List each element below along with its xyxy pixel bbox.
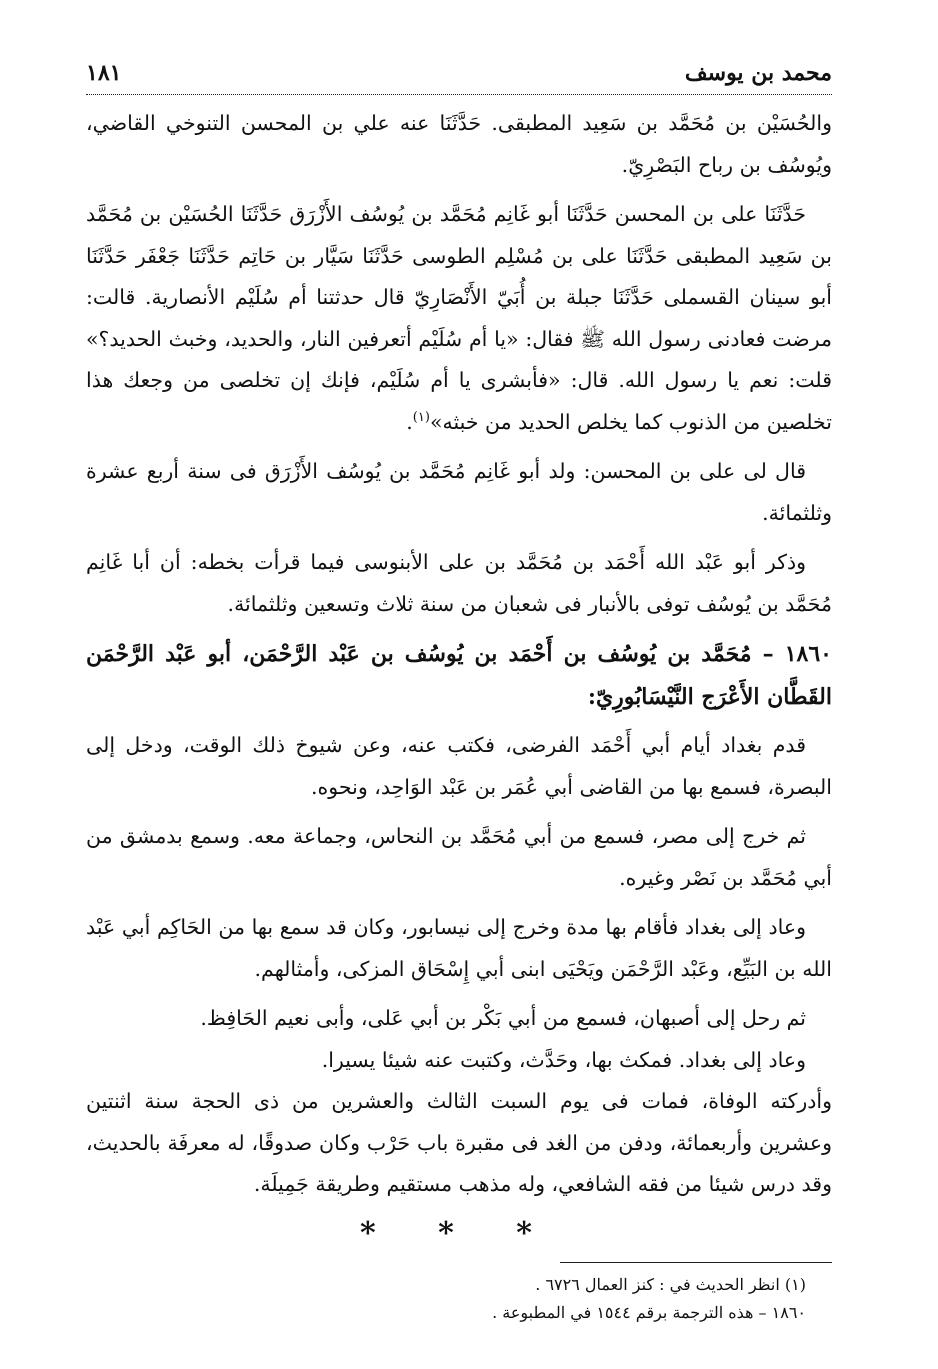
footnote-rule <box>560 1262 832 1263</box>
paragraph: قدم بغداد أيام أبي أَحْمَد الفرضى، فكتب عنه، وعن شيوخ ذلك الوقت، ودخل إلى البصرة، فسمع بها من القاضى أبي عُمَر بن عَبْد الوَاحِد، ونحوه. <box>86 733 832 799</box>
paragraph: وأدركته الوفاة، فمات فى يوم السبت الثالث والعشرين من ذى الحجة سنة اثنتين وعشرين وأربعمائة، ودفن من الغد فى مقبرة باب حَرْب وكان صدوقًا، له معرفَة بالحديث، وقد درس شيئا من فقه الشافعي، وله مذهب مستقيم وطريقة جَمِيلَة. <box>86 1089 832 1196</box>
paragraph: والحُسَيْن بن مُحَمَّد بن سَعِيد المطبقى. حَدَّثَنَا عنه علي بن المحسن التنوخي القاضي، ويُوسُف بن رباح البَصْرِيّ. <box>86 111 832 177</box>
paragraph: وعاد إلى بغداد. فمكث بها، وحَدَّث، وكتبت عنه شيئا يسيرا. <box>321 1047 806 1072</box>
running-title: محمد بن يوسف <box>675 60 832 86</box>
page-header <box>86 58 832 95</box>
section-separator: * * * <box>360 1215 558 1251</box>
paragraph: وذكر أبو عَبْد الله أَحْمَد بن مُحَمَّد بن على الأبنوسى فيما قرأت بخطه: أن أبا غَانِم مُحَمَّد بن يُوسُف توفى بالأنبار فى شعبان من سنة ثلاث وتسعين وثلثمائة. <box>86 550 832 616</box>
entry-title: ١٨٦٠ – مُحَمَّد بن يُوسُف بن أَحْمَد بن يُوسُف بن عَبْد الرَّحْمَن، أبو عَبْد الرَّحْمَن القَطَّان الأَعْرَج النَّيْسَابُورِيّ: <box>86 641 832 710</box>
document-page <box>86 58 832 1327</box>
page-number: ١٨١ <box>86 60 131 86</box>
footnote: (١) انظر الحديث في : كنز العمال ٦٧٢٦ . <box>535 1274 806 1294</box>
paragraph: ثم خرج إلى مصر، فسمع من أبي مُحَمَّد بن النحاس، وجماعة معه. وسمع بدمشق من أبي مُحَمَّد بن نَصْر وغيره. <box>86 824 832 890</box>
hadith-text: حَدَّثَنَا على بن المحسن حَدَّثَنَا أبو غَانِم مُحَمَّد بن يُوسُف الأَزْرَق حَدَّثَنَا الحُسَيْن بن مُحَمَّد بن سَعِيد المطبقى حَدَّثَنَا على بن مُسْلِم الطوسى حَدَّثَنَا سَيَّار بن حَاتِم حَدَّثَنَا جَعْفَر حَدَّثَنَا أبو سينان القسملى حَدَّثَنَا جبلة بن أُبَيّ الأَنْصَارِيّ قال حدثتنا أم سُلَيْم الأنصارية. قالت: مرضت فعادنى رسول الله ﷺ فقال: «يا أم سُلَيْم أتعرفين النار، والحديد، وخبث الحديد؟» قلت: نعم يا رسول الله. قال: «فأبشرى يا أم سُلَيْم، فإنك إن تخلصى من وجعك هذا تخلصين من الذنوب كما يخلص الحديد من خبثه» <box>86 202 832 434</box>
footnote-reference: (١) <box>412 409 430 425</box>
hadith-paragraph: حَدَّثَنَا على بن المحسن حَدَّثَنَا أبو غَانِم مُحَمَّد بن يُوسُف الأَزْرَق حَدَّثَنَا الحُسَيْن بن مُحَمَّد بن سَعِيد المطبقى حَدَّثَنَا على بن مُسْلِم الطوسى حَدَّثَنَا سَيَّار بن حَاتِم حَدَّثَنَا جَعْفَر حَدَّثَنَا أبو سينان القسملى حَدَّثَنَا جبلة بن أُبَيّ الأَنْصَارِيّ قال حدثتنا أم سُلَيْم الأنصارية. قالت: مرضت فعادنى رسول الله ﷺ فقال: «يا أم سُلَيْم أتعرفين النار، والحديد، وخبث الحديد؟» قلت: نعم يا رسول الله. قال: «فأبشرى يا أم سُلَيْم، فإنك إن تخلصى من وجعك هذا تخلصين من الذنوب كما يخلص الحديد من خبثه»$^{(١)}$. <box>86 202 832 434</box>
paragraph: وعاد إلى بغداد فأقام بها مدة وخرج إلى نيسابور، وكان قد سمع بها من الحَاكِم أبي عَبْد الله بن البَيِّع، وعَبْد الرَّحْمَن ويَحْيَى ابنى أبي إِسْحَاق المزكى، وأمثالهم. <box>86 915 832 981</box>
paragraph: قال لى على بن المحسن: ولد أبو غَانِم مُحَمَّد بن يُوسُف الأَزْرَق فى سنة أربع عشرة وثلثمائة. <box>86 459 832 525</box>
paragraph: ثم رحل إلى أصبهان، فسمع من أبي بَكْر بن أبي عَلى، وأبى نعيم الحَافِظ. <box>200 1006 806 1030</box>
footnote: ١٨٦٠ – هذه الترجمة برقم ١٥٤٤ في المطبوعة . <box>492 1302 806 1322</box>
